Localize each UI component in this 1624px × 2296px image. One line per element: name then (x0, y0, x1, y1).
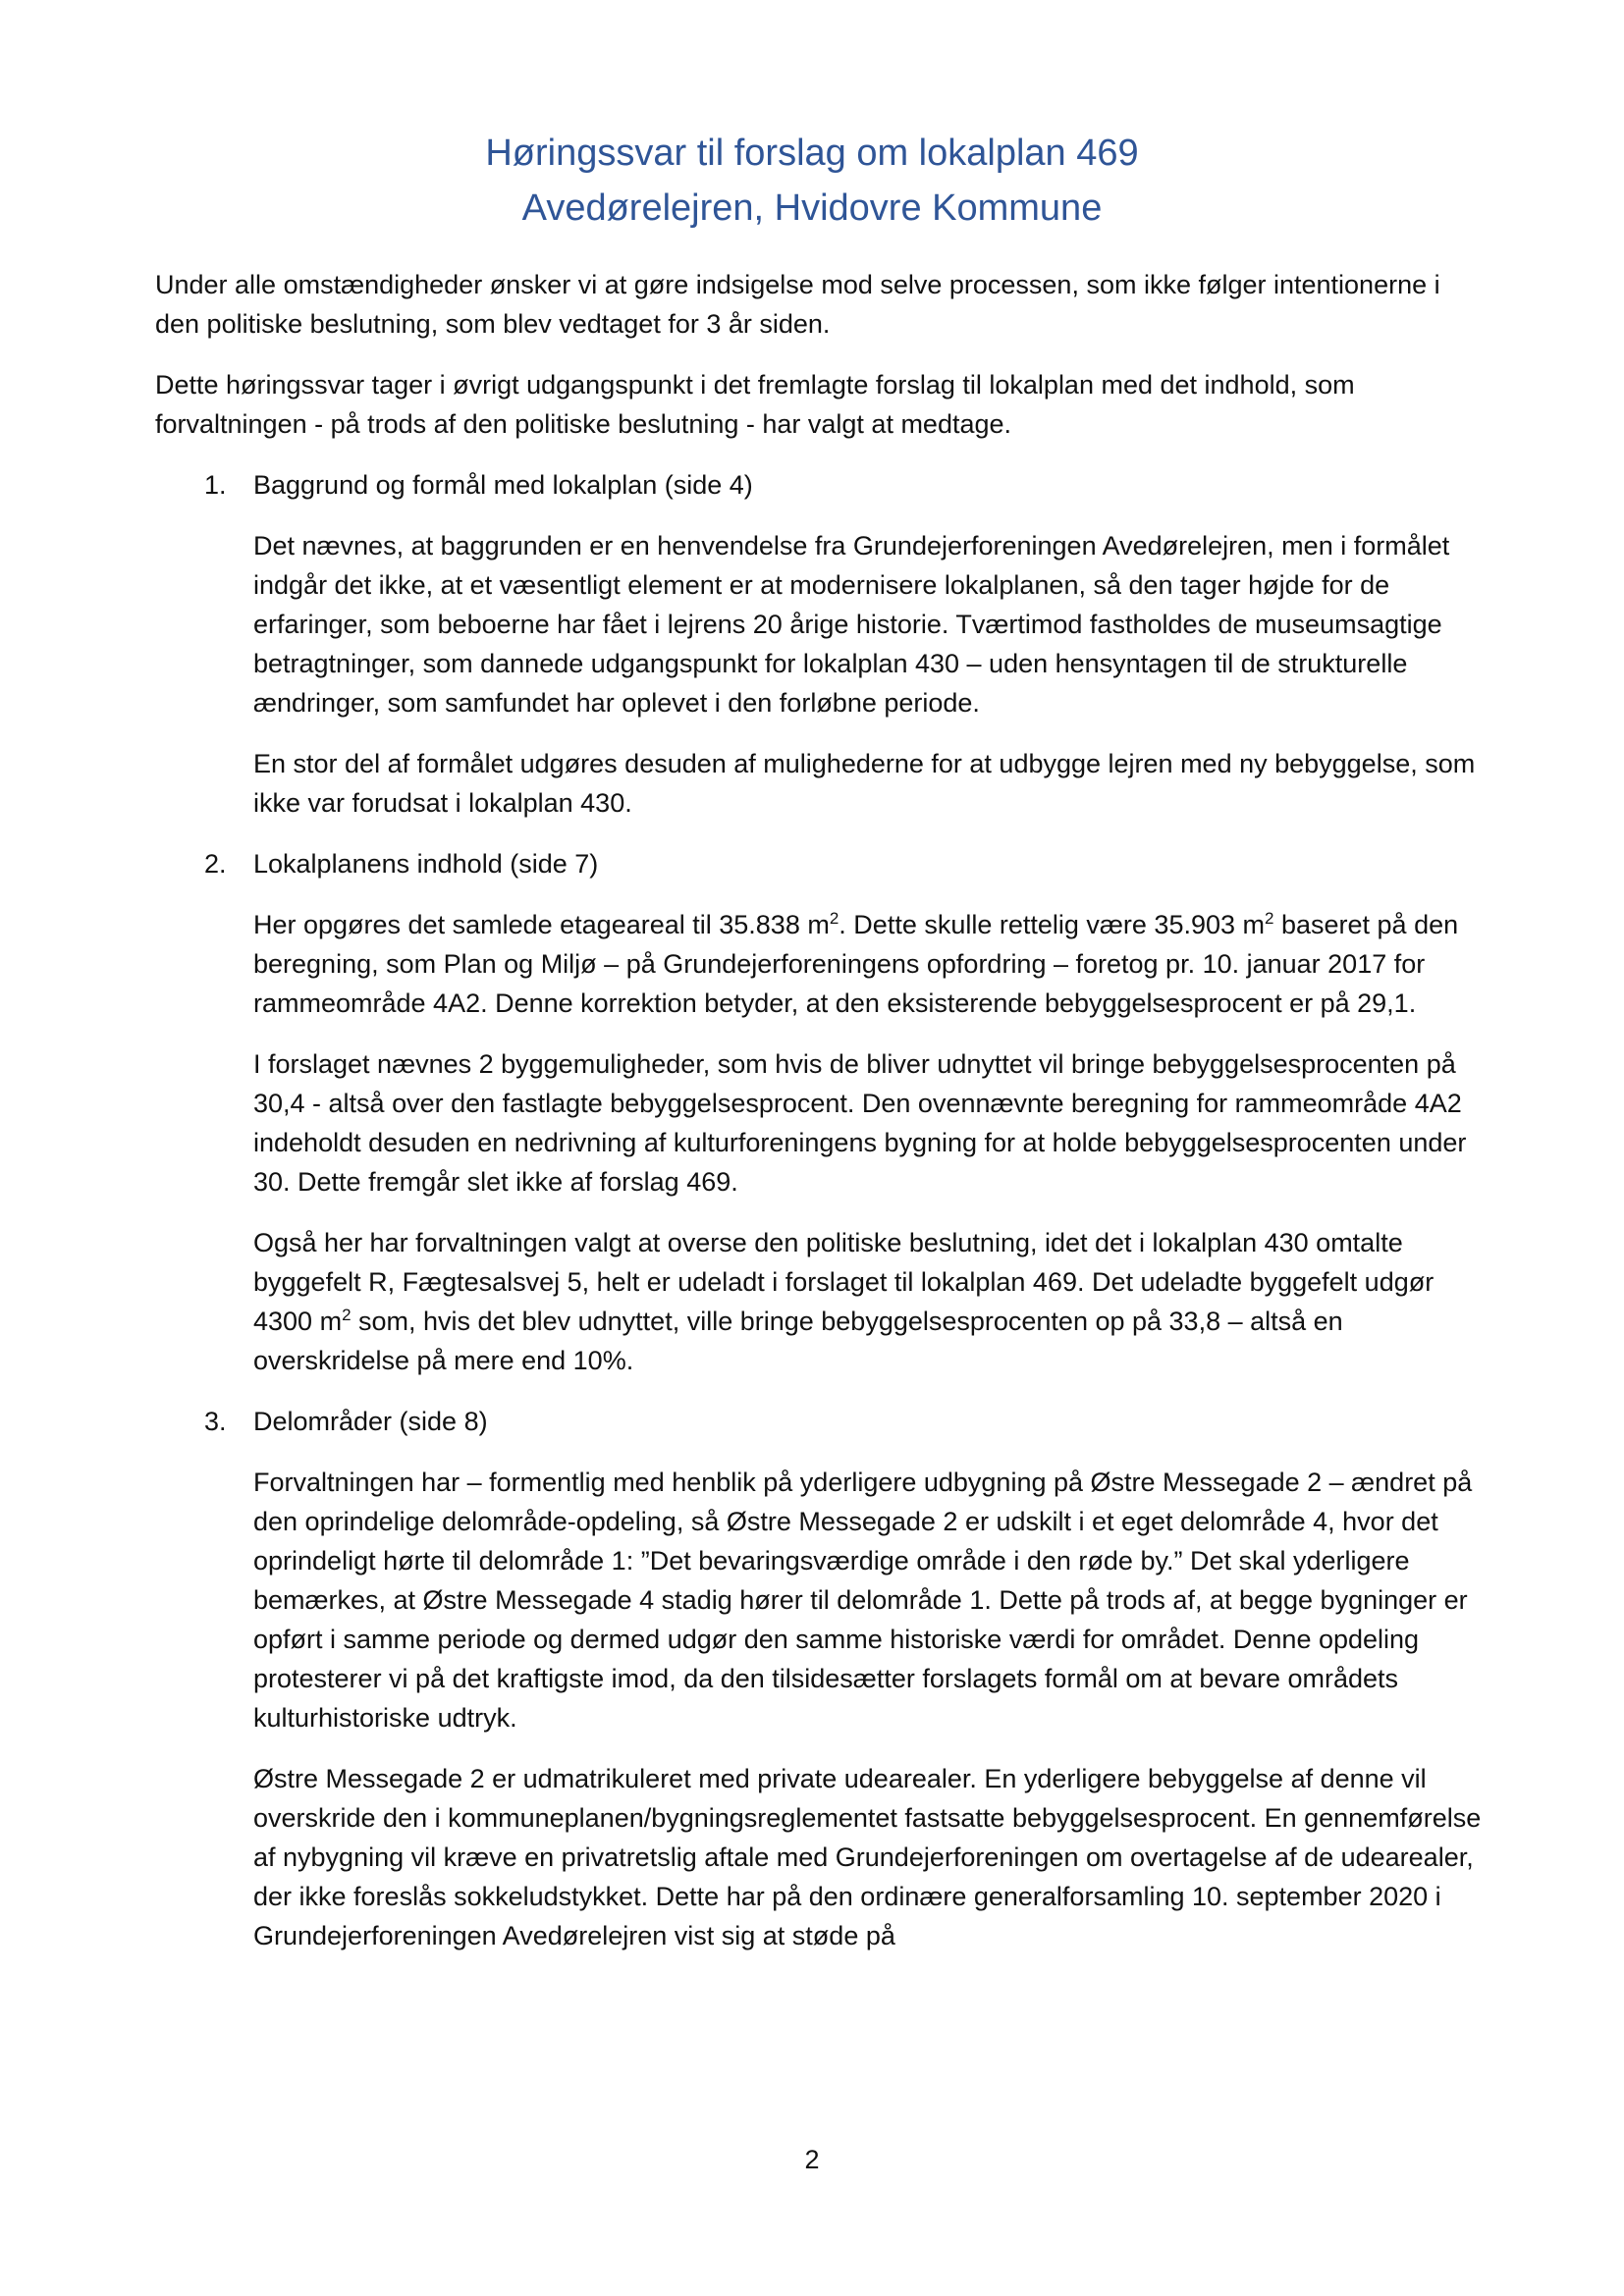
section-1-paragraph-2: En stor del af formålet udgøres desuden af mulighederne for at udbygge lejren med ny bebyggelse, som ikke var forudsat i lokalplan 430. (253, 749, 1476, 818)
section-3-paragraph-1: Forvaltningen har – formentlig med henblik på yderligere udbygning på Østre Messegade 2 – ændret på den oprindelige delområde-opdeling, så Østre Messegade 2 er udskilt i et eget delområde 4, hvor det oprindeligt hørte til delområde 1: ”Det bevaringsværdige område i den røde by.” Det skal yderligere bemærkes, at Østre Messegade 4 stadig hører til delområde 1. Dette på trods af, at begge bygninger er opført i samme periode og dermed udgør den samme historiske værdi for området. Denne opdeling protesterer vi på det kraftigste imod, da den tilsidesætter forslagets formål om at bevare områdets kulturhistoriske udtryk. (253, 1468, 1473, 1733)
title-line-2: Avedørelejren, Hvidovre Kommune (521, 187, 1103, 229)
section-2-p1-text-c: baseret på den beregning, som Plan og Miljø – på Grundejerforeningens opfordring – foretog pr. 10. januar 2017 for rammeområde 4A2. Denne korrektion betyder, at den eksisterende bebyggelsesprocent er på 29,1. (253, 910, 1459, 1018)
section-2-p3-text-a: Også her har forvaltningen valgt at overse den politiske beslutning, idet det i lokalplan 430 omtalte byggefelt R, Fægtesalsvej 5, helt er udeladt i forslaget til lokalplan 469. Det udeladte byggefelt udgør 4300 m (253, 1228, 1435, 1336)
title-line-1: Høringssvar til forslag om lokalplan 469 (485, 133, 1139, 174)
section-2-p1-text-a: Her opgøres det samlede etageareal til 35.838 m (253, 910, 830, 939)
superscript-2: 2 (342, 1306, 352, 1324)
section-2-number: 2. (204, 849, 227, 879)
section-3-body (253, 1463, 1490, 1955)
section-3-title: Delområder (side 8) (253, 1407, 488, 1436)
section-1-title: Baggrund og formål med lokalplan (side 4) (253, 470, 753, 500)
section-2-paragraph-2: I forslaget nævnes 2 byggemuligheder, som hvis de bliver udnyttet vil bringe bebyggelsesprocenten på 30,4 - altså over den fastlagte bebyggelsesprocent. Den ovennævnte beregning for rammeområde 4A2 indeholdt desuden en nedrivning af kulturforeningens bygning for at holde bebyggelsesprocenten under 30. Dette fremgår slet ikke af forslag 469. (253, 1049, 1467, 1197)
section-2-title: Lokalplanens indhold (side 7) (253, 849, 599, 879)
section-1-number: 1. (204, 470, 227, 500)
page-number: 2 (804, 2145, 820, 2174)
section-1-heading (155, 465, 1490, 505)
section-2-paragraph-3 (253, 1223, 1490, 1380)
document-title (0, 126, 1624, 236)
intro-paragraph-1: Under alle omstændigheder ønsker vi at gøre indsigelse mod selve processen, som ikke følger intentionerne i den politiske beslutning, som blev vedtaget for 3 år siden. (155, 270, 1440, 339)
section-2-p1-text-b: . Dette skulle rettelig være 35.903 m (839, 910, 1265, 939)
section-3-heading (155, 1402, 1490, 1441)
section-2-p3-text-b: som, hvis det blev udnyttet, ville bringe bebyggelsesprocenten op på 33,8 – altså en overskridelse på mere end 10%. (253, 1307, 1343, 1375)
section-1-paragraph-1: Det nævnes, at baggrunden er en henvendelse fra Grundejerforeningen Avedørelejren, men i formålet indgår det ikke, at et væsentligt element er at modernisere lokalplanen, så den tager højde for de erfaringer, som beboerne har fået i lejrens 20 årige historie. Tværtimod fastholdes de museumsagtige betragtninger, som dannede udgangspunkt for lokalplan 430 – uden hensyntagen til de strukturelle ændringer, som samfundet har oplevet i den forløbne periode. (253, 531, 1450, 718)
superscript-2: 2 (1265, 909, 1274, 928)
document-body (155, 265, 1490, 1977)
section-1-body (253, 526, 1490, 823)
section-2-heading (155, 844, 1490, 883)
intro-paragraph-2: Dette høringssvar tager i øvrigt udgangspunkt i det fremlagte forslag til lokalplan med det indhold, som forvaltningen - på trods af den politiske beslutning - har valgt at medtage. (155, 370, 1355, 439)
section-2-paragraph-1 (253, 905, 1490, 1023)
section-2-body (253, 905, 1490, 1380)
superscript-2: 2 (829, 909, 839, 928)
section-3-paragraph-2: Østre Messegade 2 er udmatrikuleret med private udearealer. En yderligere bebyggelse af denne vil overskride den i kommuneplanen/bygningsreglementet fastsatte bebyggelsesprocent. En gennemførelse af nybygning vil kræve en privatretslig aftale med Grundejerforeningen om overtagelse af de udearealer, der ikke foreslås sokkeludstykket. Dette har på den ordinære generalforsamling 10. september 2020 i Grundejerforeningen Avedørelejren vist sig at støde på (253, 1764, 1482, 1950)
section-3-number: 3. (204, 1407, 227, 1436)
